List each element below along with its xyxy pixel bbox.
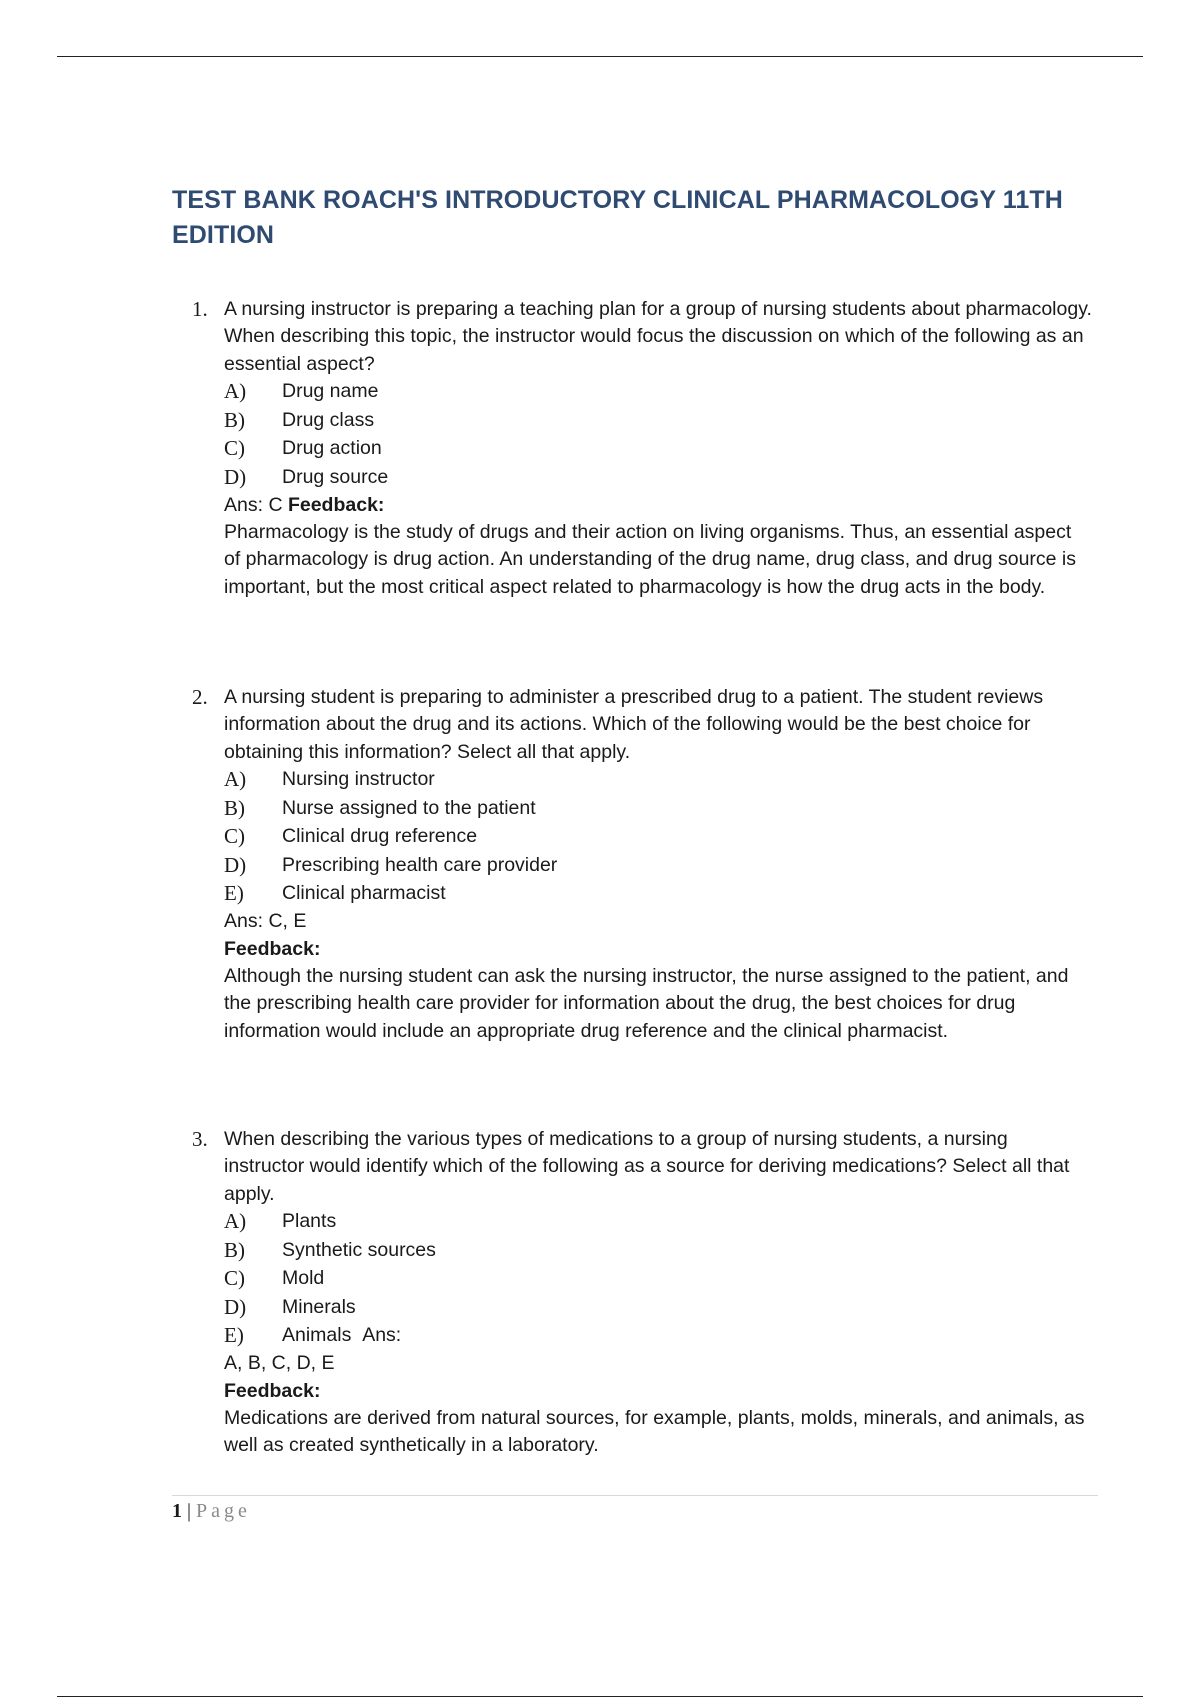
document-title: TEST BANK ROACH'S INTRODUCTORY CLINICAL PHARMACOLOGY 11TH EDITION <box>172 186 1063 249</box>
question-number: 3. <box>192 1127 208 1151</box>
option-letter: A) <box>224 1209 247 1234</box>
options-list <box>224 1208 1092 1351</box>
option-d <box>224 1293 1092 1322</box>
question-stem <box>172 1126 1092 1208</box>
question-text: A nursing instructor is preparing a teaching plan for a group of nursing students about pharmacology. When describing this topic, the instructor would focus the discussion on which of the following as an essential aspect? <box>224 298 1092 375</box>
feedback-label: Feedback: <box>224 937 321 960</box>
question-1 <box>172 296 1092 601</box>
option-text: Nurse assigned to the patient <box>282 796 536 819</box>
page-number: 1 <box>172 1500 182 1522</box>
answer-value: C, E <box>268 910 307 933</box>
option-a <box>224 766 1092 795</box>
option-c <box>224 823 1092 852</box>
option-letter: C) <box>224 436 245 461</box>
option-letter: D) <box>224 464 247 489</box>
option-text: Drug action <box>282 437 382 460</box>
option-letter: C) <box>224 824 245 849</box>
option-text: Animals <box>282 1324 352 1347</box>
question-3 <box>172 1126 1092 1460</box>
option-text: Plants <box>282 1210 337 1233</box>
option-text: Minerals <box>282 1295 356 1318</box>
question-text: When describing the various types of medications to a group of nursing students, a nursing instructor would identify which of the following as a source for deriving medications? Select all that apply. <box>224 1128 1070 1205</box>
question-2 <box>172 684 1092 1045</box>
option-d <box>224 463 1092 492</box>
feedback-label: Feedback: <box>224 1379 321 1402</box>
answer-value: A, B, C, D, E <box>224 1352 335 1375</box>
option-b <box>224 1236 1092 1265</box>
option-d <box>224 851 1092 880</box>
option-text: Drug name <box>282 380 379 403</box>
option-a <box>224 1208 1092 1237</box>
option-letter: B) <box>224 1237 245 1262</box>
option-text: Clinical pharmacist <box>282 882 446 905</box>
question-text: A nursing student is preparing to administer a prescribed drug to a patient. The student reviews information about the drug and its actions. Which of the following would be the best choice for obtaining this information? Select all that apply. <box>224 686 1044 763</box>
answer-value: C <box>268 493 283 516</box>
page-footer <box>172 1500 251 1523</box>
option-c <box>224 1265 1092 1294</box>
option-text: Mold <box>282 1267 325 1290</box>
question-number: 2. <box>192 685 208 709</box>
option-b <box>224 406 1092 435</box>
question-stem <box>172 296 1092 378</box>
page-separator: | <box>187 1500 192 1522</box>
option-c <box>224 435 1092 464</box>
option-e <box>224 1322 1092 1351</box>
option-e <box>224 880 1092 909</box>
option-a <box>224 378 1092 407</box>
question-number: 1. <box>192 297 208 321</box>
answer-line <box>224 492 1092 519</box>
options-list <box>224 766 1092 909</box>
option-letter: E) <box>224 1323 244 1348</box>
option-text: Drug class <box>282 408 375 431</box>
top-rule <box>57 56 1143 57</box>
option-text: Clinical drug reference <box>282 825 478 848</box>
options-list <box>224 378 1092 492</box>
option-letter: B) <box>224 795 245 820</box>
option-text: Nursing instructor <box>282 768 435 791</box>
bottom-rule <box>57 1696 1143 1697</box>
option-b <box>224 794 1092 823</box>
option-text: Drug source <box>282 465 389 488</box>
option-letter: B) <box>224 407 245 432</box>
option-letter: C) <box>224 1266 245 1291</box>
feedback-label: Feedback: <box>287 493 385 516</box>
option-letter: A) <box>224 379 247 404</box>
feedback-text: Although the nursing student can ask the nursing instructor, the nurse assigned to the patient, and the prescribing health care provider for information about the drug, the best choices for drug information would include an appropriate drug reference and the clinical pharmacist. <box>224 964 1069 1042</box>
option-text: Synthetic sources <box>282 1238 436 1261</box>
answer-prefix: Ans: <box>362 1324 402 1347</box>
option-letter: A) <box>224 767 247 792</box>
feedback-text: Medications are derived from natural sources, for example, plants, molds, minerals, and animals, as well as created synthetically in a laboratory. <box>224 1406 1085 1457</box>
footer-rule <box>172 1495 1098 1496</box>
answer-prefix: Ans: <box>224 910 269 933</box>
page-label: Page <box>196 1500 251 1522</box>
option-text: Prescribing health care provider <box>282 853 558 876</box>
question-stem <box>172 684 1092 766</box>
option-letter: E) <box>224 881 244 906</box>
feedback-text: Pharmacology is the study of drugs and their action on living organisms. Thus, an essential aspect of pharmacology is drug action. An understanding of the drug name, drug class, and drug source is important, but the most critical aspect related to pharmacology is how the drug acts in the body. <box>224 521 1077 598</box>
answer-prefix: Ans: <box>224 493 269 516</box>
answer-line <box>224 908 1092 935</box>
option-letter: D) <box>224 852 247 877</box>
option-letter: D) <box>224 1294 247 1319</box>
